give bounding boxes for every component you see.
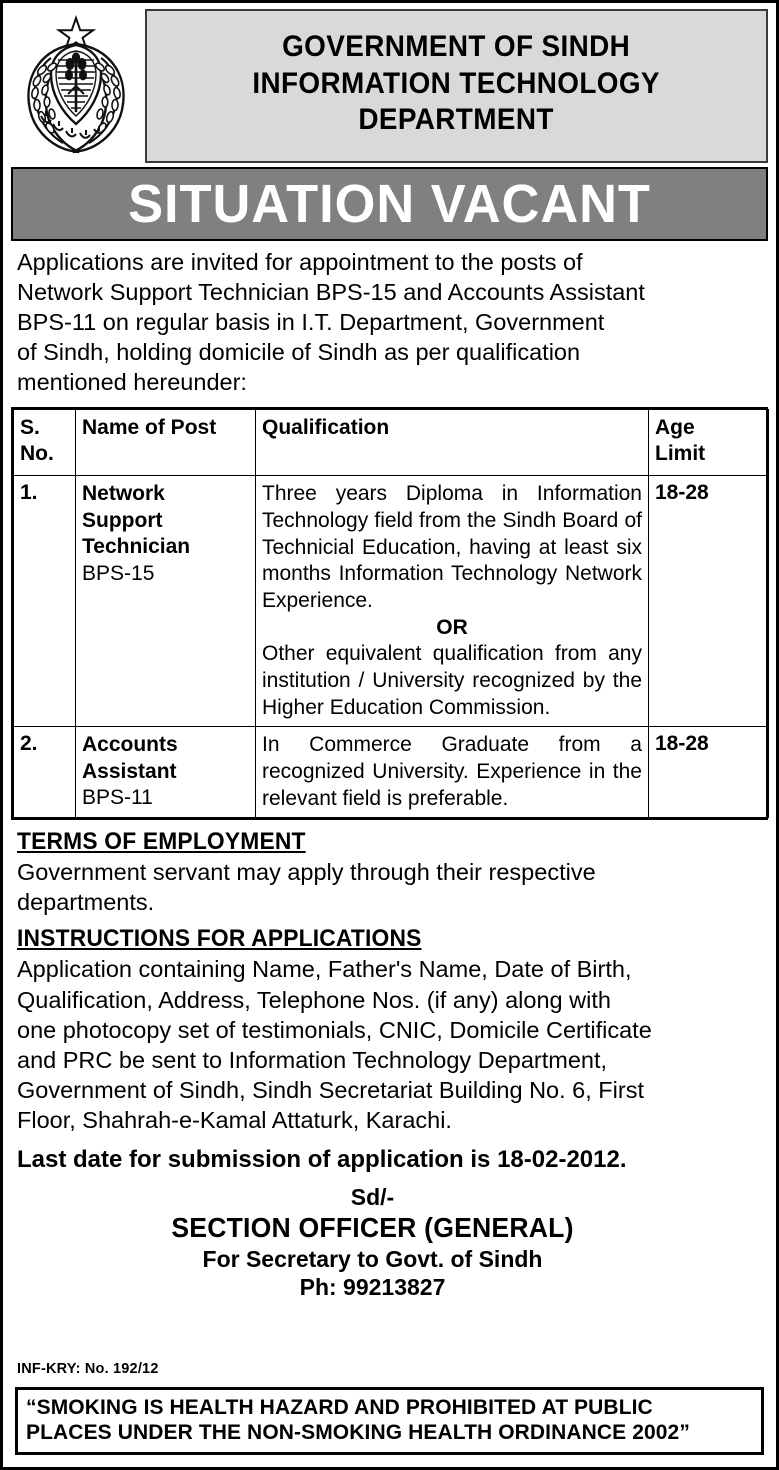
row-post-name — [76, 476, 256, 727]
serial-header-line-1: S. — [20, 416, 40, 440]
column-header-age-limit — [649, 410, 769, 476]
last-date-notice: Last date for submission of application is 18-02-2012. — [17, 1145, 627, 1173]
intro-line: mentioned hereunder: — [17, 369, 247, 396]
row-qualification — [256, 727, 649, 818]
instructions-line: Qualification, Address, Telephone Nos. (if any) along with — [17, 986, 611, 1013]
signature-phone: Ph: 99213827 — [299, 1274, 446, 1301]
document-header — [3, 3, 776, 163]
terms-line: departments. — [17, 889, 155, 916]
row-post-name — [76, 727, 256, 818]
signature-block — [17, 1183, 728, 1301]
row-qualification — [256, 476, 649, 727]
age-header-line-2: Limit — [655, 441, 706, 465]
signature-for-secretary: For Secretary to Govt. of Sindh — [202, 1246, 543, 1273]
column-header-serial-number — [14, 410, 76, 476]
row-serial-number: 1. — [14, 476, 76, 727]
qualification-part-1: In Commerce Graduate from a recognized University. Experience in the relevant field is preferable. — [262, 733, 642, 810]
qualification-or-separator: OR — [436, 615, 468, 639]
terms-of-employment-section — [17, 828, 762, 917]
post-title: Network Support Technician — [82, 482, 191, 559]
instructions-section — [17, 925, 762, 1134]
emblem-container — [11, 9, 141, 163]
intro-line: of Sindh, holding domicile of Sindh as per qualification — [17, 339, 581, 366]
instructions-line: one photocopy set of testimonials, CNIC, Domicile Certificate — [17, 1016, 652, 1043]
inf-reference-number: INF-KRY: No. 192/12 — [17, 1361, 159, 1377]
government-of-sindh-emblem-icon — [17, 12, 135, 160]
row-serial-number: 2. — [14, 727, 76, 818]
post-title: Accounts Assistant — [82, 733, 178, 783]
title-line-2: INFORMATION TECHNOLOGY — [252, 66, 661, 100]
smoking-notice-box — [15, 1387, 764, 1455]
row-age-limit: 18-28 — [649, 476, 769, 727]
terms-heading: TERMS OF EMPLOYMENT — [17, 828, 306, 856]
instructions-line: Floor, Shahrah-e-Kamal Attaturk, Karachi. — [17, 1106, 452, 1133]
column-header-qualification: Qualification — [256, 410, 649, 476]
intro-line: Network Support Technician BPS-15 and Accounts Assistant — [17, 279, 645, 306]
instructions-body — [17, 954, 762, 1134]
table-header — [14, 410, 769, 476]
title-line-3: DEPARTMENT — [358, 103, 555, 137]
title-line-1: GOVERNMENT OF SINDH — [282, 30, 631, 64]
post-bps-grade: BPS-11 — [82, 786, 153, 810]
serial-header-line-2: No. — [20, 441, 54, 465]
posts-table — [13, 409, 769, 818]
signature-sd: Sd/- — [350, 1183, 395, 1210]
intro-line: BPS-11 on regular basis in I.T. Department, Government — [17, 309, 605, 336]
table-row — [14, 476, 769, 727]
post-bps-grade: BPS-15 — [82, 561, 155, 585]
instructions-heading: INSTRUCTIONS FOR APPLICATIONS — [17, 925, 422, 953]
age-header-line-1: Age — [655, 416, 695, 440]
table-header-row — [14, 410, 769, 476]
qualification-part-2: Other equivalent qualification from any institution / University recognized by the Higher Education Commission. — [262, 642, 642, 719]
terms-line: Government servant may apply through their respective — [17, 859, 596, 886]
column-header-name-of-post: Name of Post — [76, 410, 256, 476]
department-title-box — [145, 9, 768, 163]
instructions-line: and PRC be sent to Information Technology Department, — [17, 1046, 608, 1073]
situation-vacant-banner — [11, 167, 768, 241]
posts-table-container — [11, 407, 768, 820]
signature-officer-title: SECTION OFFICER (GENERAL) — [171, 1211, 574, 1243]
intro-paragraph — [17, 247, 762, 397]
instructions-line: Government of Sindh, Sindh Secretariat Building No. 6, First — [17, 1076, 644, 1103]
smoking-notice-line-2: PLACES UNDER THE NON-SMOKING HEALTH ORDINANCE 2002” — [26, 1420, 690, 1444]
table-row — [14, 727, 769, 818]
banner-title: SITUATION VACANT — [128, 174, 651, 234]
instructions-line: Application containing Name, Father's Name, Date of Birth, — [17, 956, 632, 983]
qualification-part-1: Three years Diploma in Information Technology field from the Sindh Board of Technicial Education, having at least six months Information Technology Network Experience. — [262, 482, 642, 613]
smoking-notice-line-1: “SMOKING IS HEALTH HAZARD AND PROHIBITED AT PUBLIC — [26, 1395, 653, 1419]
table-body — [14, 476, 769, 818]
intro-line: Applications are invited for appointment to the posts of — [17, 249, 583, 275]
row-age-limit: 18-28 — [649, 727, 769, 818]
terms-body — [17, 857, 762, 917]
